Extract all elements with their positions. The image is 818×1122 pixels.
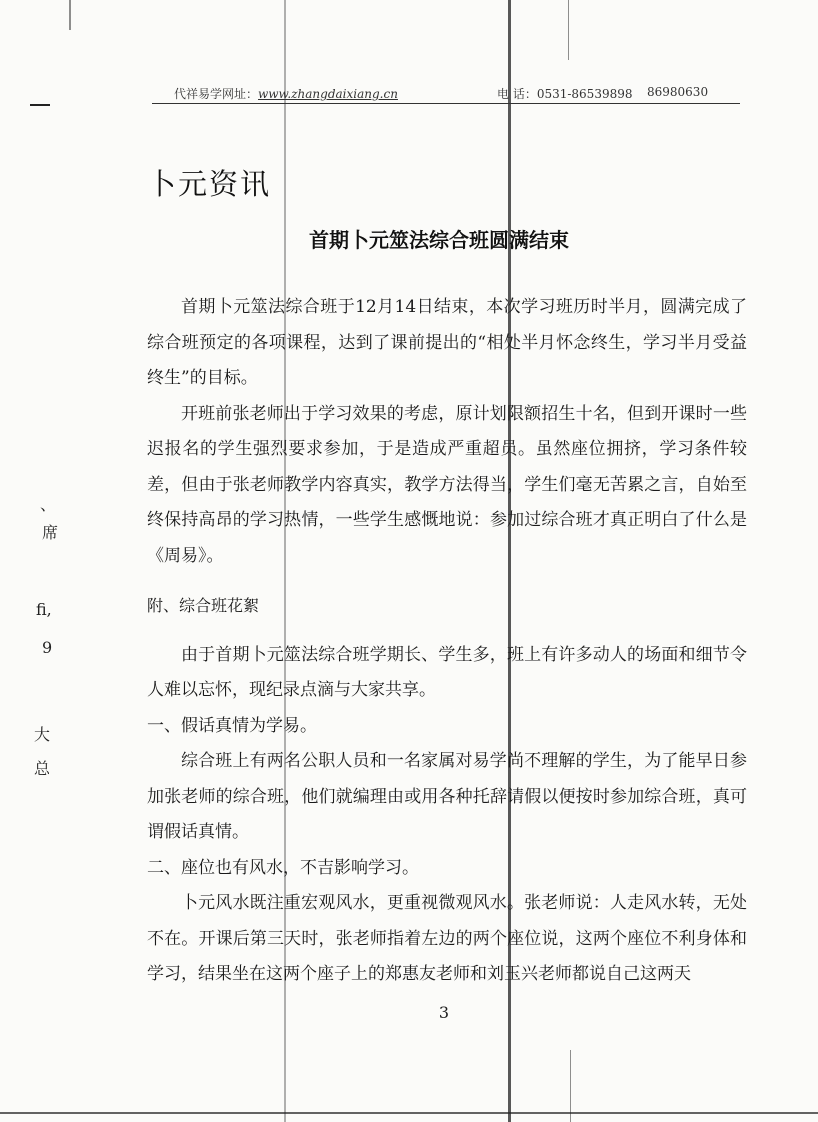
margin-note: 、: [40, 495, 57, 514]
page-number: 3: [438, 1003, 450, 1022]
article-title: 首期卜元筮法综合班圆满结束: [309, 228, 569, 252]
scan-artifact-line: [69, 0, 71, 30]
margin-note: 大: [34, 725, 51, 744]
paragraph: 首期卜元筮法综合班于12月14日结束，本次学习班历时半月，圆满完成了综合班预定的各项课程，达到了课前提出的“相处半月怀念终生，学习半月受益终生”的目标。: [147, 297, 747, 388]
scan-artifact-line: [0, 1112, 818, 1114]
paragraph: 综合班上有两名公职人员和一名家属对易学尚不理解的学生，为了能早日参加张老师的综合班，他们就编理由或用各种托辞请假以便按时参加综合班，真可谓假话真情。: [147, 751, 747, 842]
scan-artifact-dash: [30, 104, 50, 106]
item-heading: 一、假话真情为学易。: [147, 715, 317, 736]
website-label: 代祥易学网址：www.zhangdaixiang.cn: [174, 87, 398, 101]
phone-number-2: 86980630: [647, 85, 709, 99]
phone-number: 电 话：0531-86539898: [497, 87, 633, 101]
appendix-heading: 附、综合班花絮: [147, 596, 260, 615]
item-heading: 二、座位也有风水，不吉影响学习。: [147, 857, 419, 878]
paragraph: 由于首期卜元筮法综合班学期长、学生多，班上有许多动人的场面和细节令人难以忘怀，现纪录点滴与大家共享。: [147, 644, 747, 700]
margin-note: 总: [34, 759, 51, 778]
margin-note: 9: [42, 638, 53, 657]
website-url: www.zhangdaixiang.cn: [258, 87, 398, 101]
margin-note: 席: [42, 523, 59, 542]
paragraph: 开班前张老师出于学习效果的考虑，原计划限额招生十名，但到开课时一些迟报名的学生强烈要求参加，于是造成严重超员。虽然座位拥挤，学习条件较差，但由于张老师教学内容真实，教学方法得当，学生们毫无苦累之言，自始至终保持高昂的学习热情，一些学生感慨地说：参加过综合班才真正明白了什么是《周易》。: [147, 403, 747, 566]
margin-note: fi,: [36, 600, 52, 619]
section-title: 卜元资讯: [147, 167, 272, 201]
article-body: [147, 290, 747, 993]
scan-artifact-line: [568, 0, 569, 60]
paragraph: 卜元风水既注重宏观风水，更重视微观风水。张老师说：人走风水转，无处不在。开课后第三天时，张老师指着左边的两个座位说，这两个座位不利身体和学习，结果坐在这两个座子上的郑惠友老师和刘玉兴老师都说自己这两天: [147, 893, 747, 984]
page-header: [152, 83, 740, 104]
